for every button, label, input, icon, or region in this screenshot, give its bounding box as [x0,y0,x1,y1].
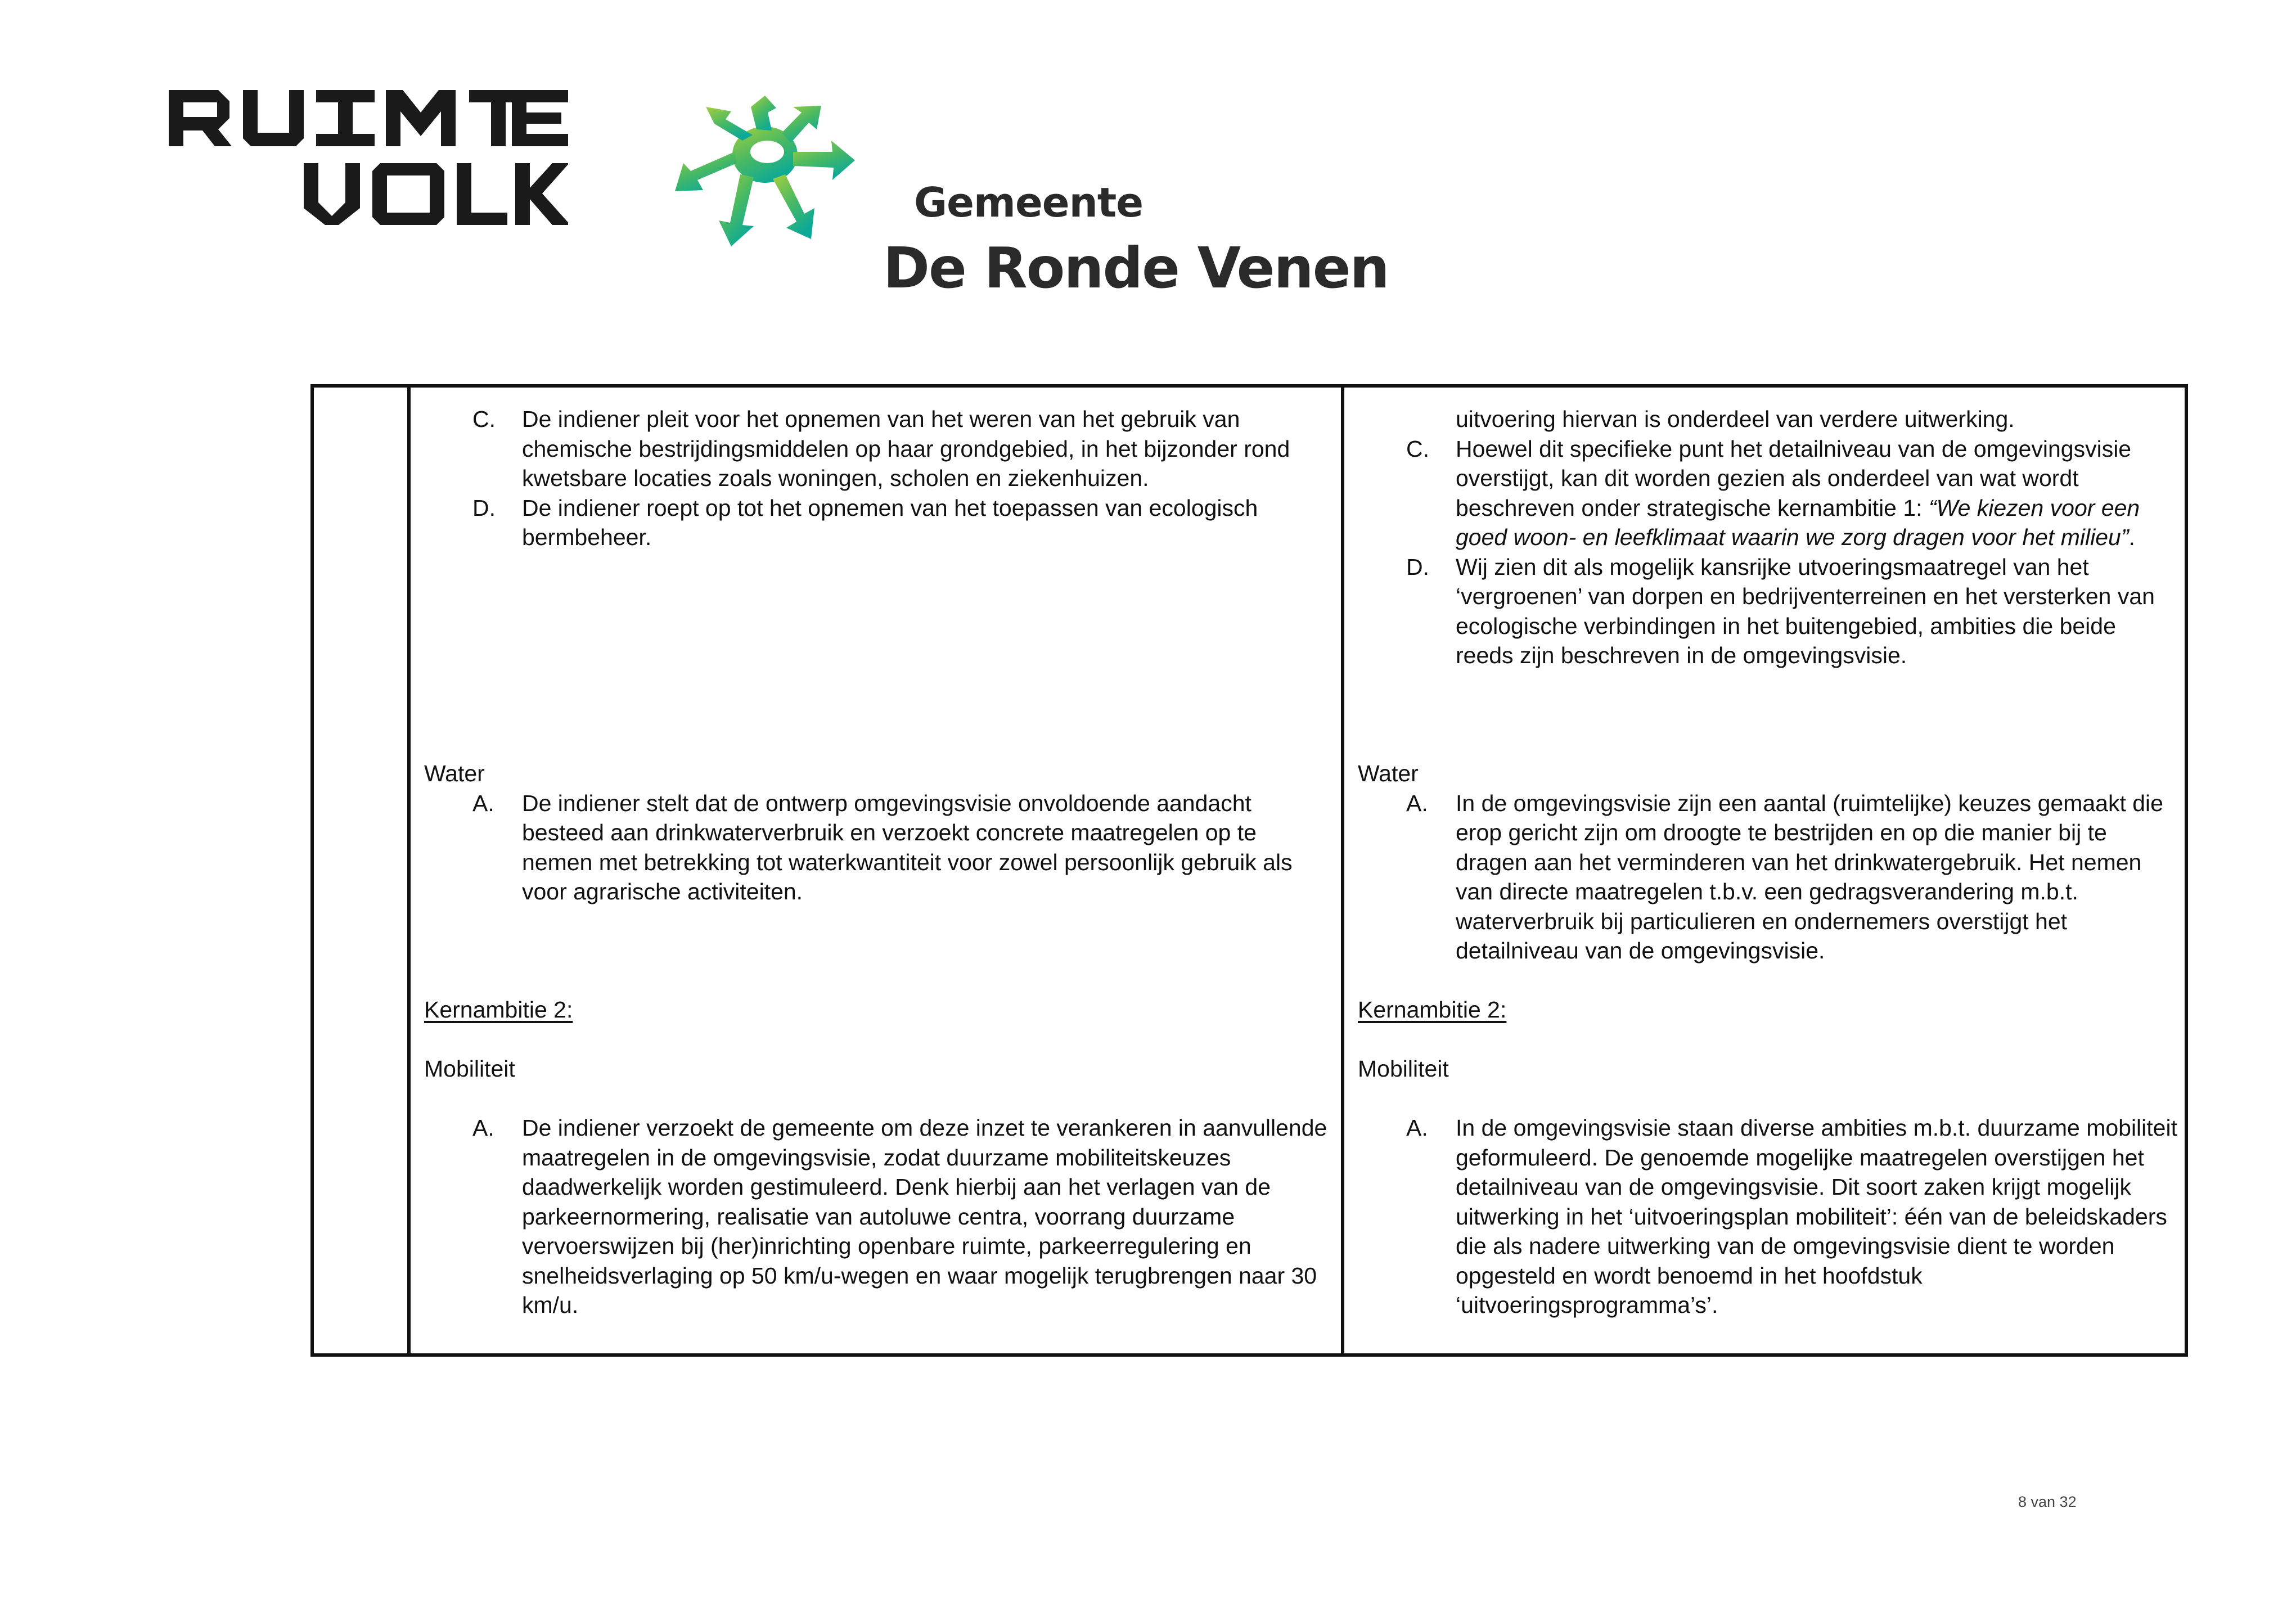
left-mobiliteit-items [424,1113,1330,1320]
continuation-text [1358,404,2179,434]
gemeente-star-logo [652,96,889,264]
section-heading: Water [1358,760,1419,786]
kernambitie-heading: Kernambitie 2: [424,997,573,1023]
right-mobiliteit-items [1358,1113,2179,1320]
right-water-section [1358,759,2179,966]
section-heading: Mobiliteit [1358,1056,1449,1082]
item-text: De indiener pleit voor het opnemen van het weren van het gebruik van chemische bestrijdingsmiddelen op haar grondgebied, in het bijzonder rond kwetsbare locaties zoals woningen, scholen en ziekenhuizen. [522,406,1290,491]
list-item [424,493,1330,552]
list-item [424,404,1330,493]
list-item [1358,1113,2179,1320]
item-marker: A. [1406,1115,1428,1141]
left-top-items [424,404,1330,552]
left-water-section [424,759,1330,907]
response-table [310,384,2188,1357]
item-marker: C. [472,406,496,432]
right-top-items [1358,404,2179,670]
ruimtevolk-wordmark [169,90,568,225]
list-item [424,1113,1330,1320]
list-item [1358,552,2179,670]
item-text: De indiener roept op tot het opnemen van het toepassen van ecologisch bermbeheer. [522,494,1258,550]
item-text: In de omgevingsvisie staan diverse ambities m.b.t. duurzame mobiliteit geformuleerd. De genoemde mogelijke maatregelen overstijgen het detailniveau van de omgevingsvisie. Dit soort zaken krijgt mogelijk uitwerking in het ‘uitvoeringsplan mobiliteit’: één van de beleidskaders die als nadere uitwerking van de omgevingsvisie dient te worden opgesteld en wordt benoemd in het hoofdstuk ‘uitvoeringsprogramma’s’. [1456,1115,2177,1318]
item-text: uitvoering hiervan is onderdeel van verdere uitwerking. [1456,406,2015,432]
section-heading: Mobiliteit [424,1056,515,1082]
left-kernambitie [424,995,1330,1025]
item-text: De indiener stelt dat de ontwerp omgevingsvisie onvoldoende aandacht besteed aan drinkwaterverbruik en verzoekt concrete maatregelen op te nemen met betrekking tot waterkwantiteit voor zowel persoonlijk gebruik als voor agrarische activiteiten. [522,790,1293,904]
item-text: Hoewel dit specifieke punt het detailniveau van de omgevingsvisie overstijgt, kan dit worden gezien als onderdeel van wat wordt beschreven onder strategische kernambitie 1: [1456,435,2132,521]
right-kernambitie [1358,995,2179,1025]
list-item [1358,434,2179,552]
gemeente-label: Gemeente [914,179,1144,226]
table-divider [1341,388,1344,1353]
item-marker: D. [1406,553,1429,580]
table-divider [407,388,411,1353]
item-marker: A. [1406,790,1428,816]
left-mobiliteit-section [424,1054,1330,1084]
page-number: 8 van 32 [2018,1493,2077,1510]
list-item [1358,789,2179,966]
item-quote: “We kiezen voor een goed woon- en leefklimaat waarin we zorg dragen voor het milieu” [1456,494,2140,550]
ruimtevolk-logo [169,90,568,225]
right-mobiliteit-section [1358,1054,2179,1084]
kernambitie-heading: Kernambitie 2: [1358,997,1507,1023]
gemeente-name: De Ronde Venen [883,235,1389,301]
submission-column [424,388,1330,1353]
item-marker: C. [1406,435,1429,462]
response-column [1358,388,2179,1353]
item-text: In de omgevingsvisie zijn een aantal (ruimtelijke) keuzes gemaakt die erop gericht zijn om droogte te bestrijden en op die manier bij te dragen aan het verminderen van het drinkwatergebruik. Het nemen van directe maatregelen t.b.v. een gedragsverandering m.b.t. waterverbruik bij particulieren en ondernemers overstijgt het detailniveau van de omgevingsvisie. [1456,790,2163,964]
section-heading: Water [424,760,485,786]
item-text: De indiener verzoekt de gemeente om deze inzet te verankeren in aanvullende maatregelen in de omgevingsvisie, zodat duurzame mobiliteitskeuzes daadwerkelijk worden gestimuleerd. Denk hierbij aan het verlagen van de parkeernormering, realisatie van autoluwe centra, voorrang duurzame vervoerswijzen bij (her)inrichting openbare ruimte, parkeerregulering en snelheidsverlaging op 50 km/u-wegen en waar mogelijk terugbrengen naar 30 km/u. [522,1115,1327,1318]
item-tail: . [2128,524,2135,550]
item-text: Wij zien dit als mogelijk kansrijke utvoeringsmaatregel van het ‘vergroenen’ van dorpen en bedrijventerreinen en het versterken van ecologische verbindingen in het buitengebied, ambities die beide reeds zijn beschreven in de omgevingsvisie. [1456,553,2155,668]
item-marker: A. [472,1115,494,1141]
list-item [424,789,1330,907]
gemeente-star-icon [652,96,889,264]
item-marker: A. [472,790,494,816]
item-marker: D. [472,494,496,521]
